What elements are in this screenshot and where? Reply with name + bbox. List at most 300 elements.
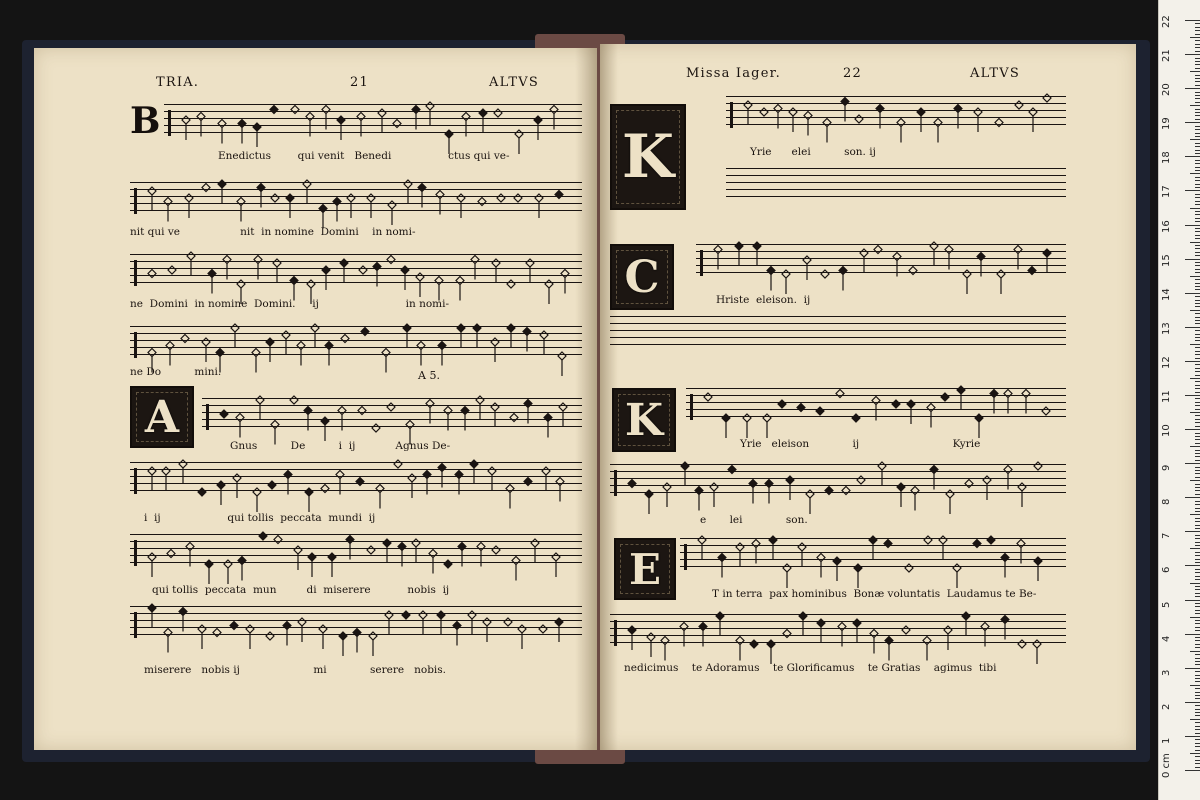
note-head <box>909 267 917 275</box>
ruler-minor-tick <box>1195 692 1200 693</box>
note-head <box>817 619 825 627</box>
ruler-minor-tick <box>1195 658 1200 659</box>
ruler-minor-tick <box>1195 306 1200 307</box>
ruler-minor-tick <box>1195 675 1200 676</box>
note-head <box>471 256 479 264</box>
note-head <box>774 105 782 113</box>
ruler-minor-tick <box>1195 630 1200 631</box>
ruler-minor-tick <box>1195 562 1200 563</box>
ruler-minor-tick <box>1195 64 1200 65</box>
note-head <box>423 471 431 479</box>
note-head <box>736 543 744 551</box>
ruler-tick <box>1185 463 1200 464</box>
note-head <box>306 113 314 121</box>
ruler-minor-tick <box>1195 661 1200 662</box>
note-head <box>182 116 190 124</box>
note-head <box>924 536 932 544</box>
note-head <box>838 623 846 631</box>
note-head <box>266 338 274 346</box>
ruler-minor-tick <box>1195 334 1200 335</box>
lyric-line: miserere nobis ij mi serere nobis. <box>144 664 447 676</box>
note-head <box>965 480 973 488</box>
ruler-minor-tick <box>1195 245 1200 246</box>
note-head <box>1042 407 1050 415</box>
note-head <box>744 101 752 109</box>
note-head <box>981 623 989 631</box>
ruler-minor-tick <box>1195 733 1200 734</box>
note-head <box>506 485 514 493</box>
decorated-initial-k <box>612 388 676 452</box>
note-head <box>473 324 481 332</box>
ruler-minor-tick <box>1195 426 1200 427</box>
note-head <box>957 386 965 394</box>
note-head <box>437 611 445 619</box>
music-notes <box>130 522 582 578</box>
ruler-minor-tick <box>1195 726 1200 727</box>
ruler-minor-tick <box>1195 504 1200 505</box>
note-head <box>1029 108 1037 116</box>
note-head <box>367 194 375 202</box>
decorated-initial-k <box>610 104 686 210</box>
note-head <box>534 116 542 124</box>
music-staff <box>610 464 1066 496</box>
ruler-tick <box>1185 497 1200 498</box>
note-head <box>208 270 216 278</box>
ruler-tick <box>1185 54 1200 55</box>
note-head <box>387 403 395 411</box>
note-head <box>444 560 452 568</box>
ruler-minor-tick <box>1195 525 1200 526</box>
note-head <box>853 619 861 627</box>
ruler-minor-tick <box>1195 763 1200 764</box>
note-head <box>236 414 244 422</box>
note-head <box>550 106 558 114</box>
ruler-number: 17 <box>1161 185 1172 199</box>
right-header-voice: ALTVS <box>970 66 1020 81</box>
note-head <box>975 414 983 422</box>
ruler-tick <box>1185 327 1200 328</box>
music-notes <box>202 386 582 442</box>
note-head <box>340 259 348 267</box>
note-head <box>804 112 812 120</box>
note-head <box>220 410 228 418</box>
ruler-minor-tick <box>1195 317 1200 318</box>
ruler-minor-tick <box>1195 300 1200 301</box>
ruler-minor-tick <box>1195 439 1200 440</box>
note-head <box>663 483 671 491</box>
music-staff <box>130 462 582 494</box>
note-head <box>271 194 279 202</box>
note-head <box>514 194 522 202</box>
note-head <box>273 259 281 267</box>
clef-mark <box>134 540 137 566</box>
note-head <box>347 194 355 202</box>
note-head <box>783 564 791 572</box>
lyric-line: ne Domini in nomine Domini. ij in nomi- <box>130 298 450 310</box>
ruler-minor-tick <box>1195 112 1200 113</box>
ruler-number: 10 <box>1161 424 1172 438</box>
ruler-minor-tick <box>1195 150 1200 151</box>
ruler-minor-tick <box>1190 105 1200 106</box>
ruler-number: 2 <box>1161 703 1172 710</box>
ruler-number: 20 <box>1161 83 1172 97</box>
music-staff <box>686 388 1066 420</box>
ruler-minor-tick <box>1195 402 1200 403</box>
ruler-minor-tick <box>1195 450 1200 451</box>
music-staff <box>680 538 1066 570</box>
note-head <box>728 466 736 474</box>
ruler-minor-tick <box>1190 548 1200 549</box>
note-head <box>268 481 276 489</box>
ruler-minor-tick <box>1195 627 1200 628</box>
note-head <box>353 629 361 637</box>
note-head <box>907 400 915 408</box>
note-head <box>524 478 532 486</box>
ruler-tick <box>1185 429 1200 430</box>
ruler-minor-tick <box>1195 163 1200 164</box>
ruler-minor-tick <box>1195 184 1200 185</box>
note-head <box>760 108 768 116</box>
note-head <box>148 604 156 612</box>
note-head <box>166 342 174 350</box>
note-head <box>750 640 758 648</box>
ruler-minor-tick <box>1195 109 1200 110</box>
ruler-minor-tick <box>1195 712 1200 713</box>
note-head <box>419 611 427 619</box>
note-head <box>645 490 653 498</box>
note-head <box>555 618 563 626</box>
ruler-minor-tick <box>1195 68 1200 69</box>
note-head <box>404 180 412 188</box>
ruler-minor-tick <box>1195 654 1200 655</box>
ruler-minor-tick <box>1195 623 1200 624</box>
note-head <box>444 407 452 415</box>
note-head <box>238 557 246 565</box>
ruler-minor-tick <box>1195 238 1200 239</box>
music-staff <box>130 326 582 358</box>
note-head <box>213 629 221 637</box>
ruler-number: 21 <box>1161 49 1172 63</box>
ruler-tick <box>1185 20 1200 21</box>
note-head <box>842 487 850 495</box>
ruler-minor-tick <box>1195 610 1200 611</box>
ruler-minor-tick <box>1195 528 1200 529</box>
note-head <box>876 105 884 113</box>
ruler-number: 1 <box>1161 737 1172 744</box>
note-head <box>426 400 434 408</box>
ruler-minor-tick <box>1195 596 1200 597</box>
note-head <box>884 540 892 548</box>
note-head <box>778 400 786 408</box>
note-head <box>456 277 464 285</box>
lyric-line: e lei son. <box>700 514 808 526</box>
note-head <box>361 328 369 336</box>
note-head <box>816 407 824 415</box>
note-head <box>429 550 437 558</box>
note-head <box>416 273 424 281</box>
ruler-minor-tick <box>1195 265 1200 266</box>
ruler-tick <box>1185 565 1200 566</box>
note-head <box>254 256 262 264</box>
note-head <box>874 246 882 254</box>
note-head <box>817 554 825 562</box>
ruler-minor-tick <box>1195 453 1200 454</box>
note-head <box>388 201 396 209</box>
note-head <box>339 632 347 640</box>
note-head <box>259 532 267 540</box>
ruler-minor-tick <box>1190 412 1200 413</box>
note-head <box>224 560 232 568</box>
ruler-minor-tick <box>1195 269 1200 270</box>
note-head <box>402 611 410 619</box>
note-head <box>412 539 420 547</box>
note-head <box>438 464 446 472</box>
note-head <box>983 476 991 484</box>
note-head <box>799 612 807 620</box>
music-notes <box>680 526 1066 582</box>
note-head <box>252 349 260 357</box>
ruler-minor-tick <box>1195 555 1200 556</box>
ruler-number: 4 <box>1161 635 1172 642</box>
note-head <box>765 480 773 488</box>
note-head <box>291 106 299 114</box>
ruler-minor-tick <box>1195 569 1200 570</box>
ruler-minor-tick <box>1195 85 1200 86</box>
note-head <box>246 625 254 633</box>
ruler-minor-tick <box>1195 167 1200 168</box>
ruler-minor-tick <box>1195 23 1200 24</box>
note-head <box>283 622 291 630</box>
ruler-minor-tick <box>1195 518 1200 519</box>
decorated-initial-e <box>614 538 676 600</box>
ruler-minor-tick <box>1195 51 1200 52</box>
ruler-minor-tick <box>1195 351 1200 352</box>
ruler-minor-tick <box>1190 753 1200 754</box>
note-head <box>558 352 566 360</box>
note-head <box>217 481 225 489</box>
note-head <box>359 266 367 274</box>
note-head <box>1043 94 1051 102</box>
music-staff <box>610 614 1066 646</box>
ruler-minor-tick <box>1195 371 1200 372</box>
ruler-number: 6 <box>1161 567 1172 574</box>
music-notes <box>130 450 582 506</box>
note-head <box>930 466 938 474</box>
note-head <box>945 246 953 254</box>
note-head <box>789 108 797 116</box>
note-head <box>412 106 420 114</box>
ruler-minor-tick <box>1190 37 1200 38</box>
initial-letter-k: K <box>621 122 675 192</box>
note-head <box>523 328 531 336</box>
note-head <box>186 543 194 551</box>
note-head <box>367 546 375 554</box>
lyric-line: Gnus De i ij Agnus De- <box>230 440 451 452</box>
note-head <box>860 249 868 257</box>
note-head <box>179 460 187 468</box>
ruler-tick <box>1185 736 1200 737</box>
ruler-minor-tick <box>1195 392 1200 393</box>
ruler-minor-tick <box>1195 98 1200 99</box>
ruler-minor-tick <box>1195 61 1200 62</box>
note-head <box>869 536 877 544</box>
decorated-initial-a <box>130 386 194 448</box>
note-head <box>722 414 730 422</box>
ruler-minor-tick <box>1195 398 1200 399</box>
ruler-minor-tick <box>1195 746 1200 747</box>
ruler-minor-tick <box>1195 34 1200 35</box>
ruler-minor-tick <box>1195 347 1200 348</box>
ruler-minor-tick <box>1195 589 1200 590</box>
note-head <box>973 540 981 548</box>
ruler-minor-tick <box>1190 344 1200 345</box>
note-head <box>803 256 811 264</box>
note-head <box>333 198 341 206</box>
note-head <box>531 539 539 547</box>
music-notes <box>610 452 1066 508</box>
ruler-minor-tick <box>1195 501 1200 502</box>
ruler-minor-tick <box>1195 705 1200 706</box>
clef-mark <box>206 404 209 430</box>
lyric-line: T in terra pax hominibus Bonæ voluntatis Laudamus te Be- <box>712 588 1037 600</box>
note-head <box>934 119 942 127</box>
note-head <box>491 403 499 411</box>
ruler-tick <box>1185 259 1200 260</box>
note-head <box>341 335 349 343</box>
note-head <box>1022 390 1030 398</box>
note-head <box>552 553 560 561</box>
note-head <box>544 414 552 422</box>
clef-mark <box>134 260 137 286</box>
note-head <box>782 270 790 278</box>
initial-letter-b: B <box>130 100 161 142</box>
note-head <box>488 467 496 475</box>
right-page-number: 22 <box>843 66 862 81</box>
ruler-minor-tick <box>1195 248 1200 249</box>
ruler-minor-tick <box>1190 242 1200 243</box>
note-head <box>1015 101 1023 109</box>
ruler-tick <box>1185 190 1200 191</box>
ruler-minor-tick <box>1195 739 1200 740</box>
ruler-minor-tick <box>1195 559 1200 560</box>
note-head <box>398 543 406 551</box>
note-head <box>661 637 669 645</box>
ruler-minor-tick <box>1195 681 1200 682</box>
ruler-minor-tick <box>1195 767 1200 768</box>
note-head <box>328 553 336 561</box>
ruler-number: 16 <box>1161 219 1172 233</box>
ruler-minor-tick <box>1195 508 1200 509</box>
note-head <box>946 490 954 498</box>
note-head <box>836 390 844 398</box>
note-head <box>1034 557 1042 565</box>
ruler-minor-tick <box>1195 579 1200 580</box>
ruler-minor-tick <box>1195 289 1200 290</box>
lyric-line: i ij qui tollis peccata mundi ij <box>144 512 376 524</box>
note-head <box>783 630 791 638</box>
ruler-minor-tick <box>1195 354 1200 355</box>
ruler-minor-tick <box>1195 743 1200 744</box>
note-head <box>797 404 805 412</box>
note-head <box>542 467 550 475</box>
ruler-minor-tick <box>1190 71 1200 72</box>
note-head <box>561 270 569 278</box>
ruler-minor-tick <box>1190 617 1200 618</box>
ruler-minor-tick <box>1195 436 1200 437</box>
note-head <box>714 246 722 254</box>
note-head <box>290 277 298 285</box>
ruler-minor-tick <box>1195 255 1200 256</box>
note-head <box>710 483 718 491</box>
clef-mark <box>700 250 703 276</box>
ruler-minor-tick <box>1195 552 1200 553</box>
ruler-number: 19 <box>1161 117 1172 131</box>
ruler-minor-tick <box>1195 252 1200 253</box>
ruler-minor-tick <box>1195 409 1200 410</box>
ruler-minor-tick <box>1195 375 1200 376</box>
note-head <box>394 460 402 468</box>
note-head <box>892 400 900 408</box>
ruler-minor-tick <box>1195 231 1200 232</box>
note-head <box>852 414 860 422</box>
note-head <box>825 487 833 495</box>
music-notes <box>726 84 1066 140</box>
note-head <box>164 198 172 206</box>
ruler-minor-tick <box>1195 221 1200 222</box>
note-head <box>535 194 543 202</box>
note-head <box>872 397 880 405</box>
note-head <box>198 625 206 633</box>
note-head <box>256 396 264 404</box>
note-head <box>769 536 777 544</box>
note-head <box>253 123 261 131</box>
ruler-minor-tick <box>1190 310 1200 311</box>
ruler-minor-tick <box>1195 201 1200 202</box>
note-head <box>695 487 703 495</box>
note-head <box>393 120 401 128</box>
note-head <box>556 478 564 486</box>
note-head <box>284 471 292 479</box>
note-head <box>995 119 1003 127</box>
note-head <box>786 476 794 484</box>
ruler-minor-tick <box>1195 647 1200 648</box>
note-head <box>148 349 156 357</box>
ruler-minor-tick <box>1195 695 1200 696</box>
note-head <box>893 253 901 261</box>
note-head <box>492 546 500 554</box>
ruler-tick <box>1185 702 1200 703</box>
note-head <box>1004 390 1012 398</box>
note-head <box>878 462 886 470</box>
ruler-minor-tick <box>1190 446 1200 447</box>
clef-mark <box>690 394 693 420</box>
note-head <box>974 108 982 116</box>
ruler-minor-tick <box>1195 283 1200 284</box>
ruler-minor-tick <box>1195 330 1200 331</box>
note-head <box>148 270 156 278</box>
note-head <box>905 564 913 572</box>
note-head <box>524 400 532 408</box>
note-head <box>752 540 760 548</box>
clef-mark <box>134 468 137 494</box>
note-head <box>438 342 446 350</box>
note-head <box>408 474 416 482</box>
right-header-title: Missa Iager. <box>686 66 781 81</box>
ruler-minor-tick <box>1190 276 1200 277</box>
ruler-minor-tick <box>1195 637 1200 638</box>
note-head <box>369 632 377 640</box>
note-head <box>462 113 470 121</box>
